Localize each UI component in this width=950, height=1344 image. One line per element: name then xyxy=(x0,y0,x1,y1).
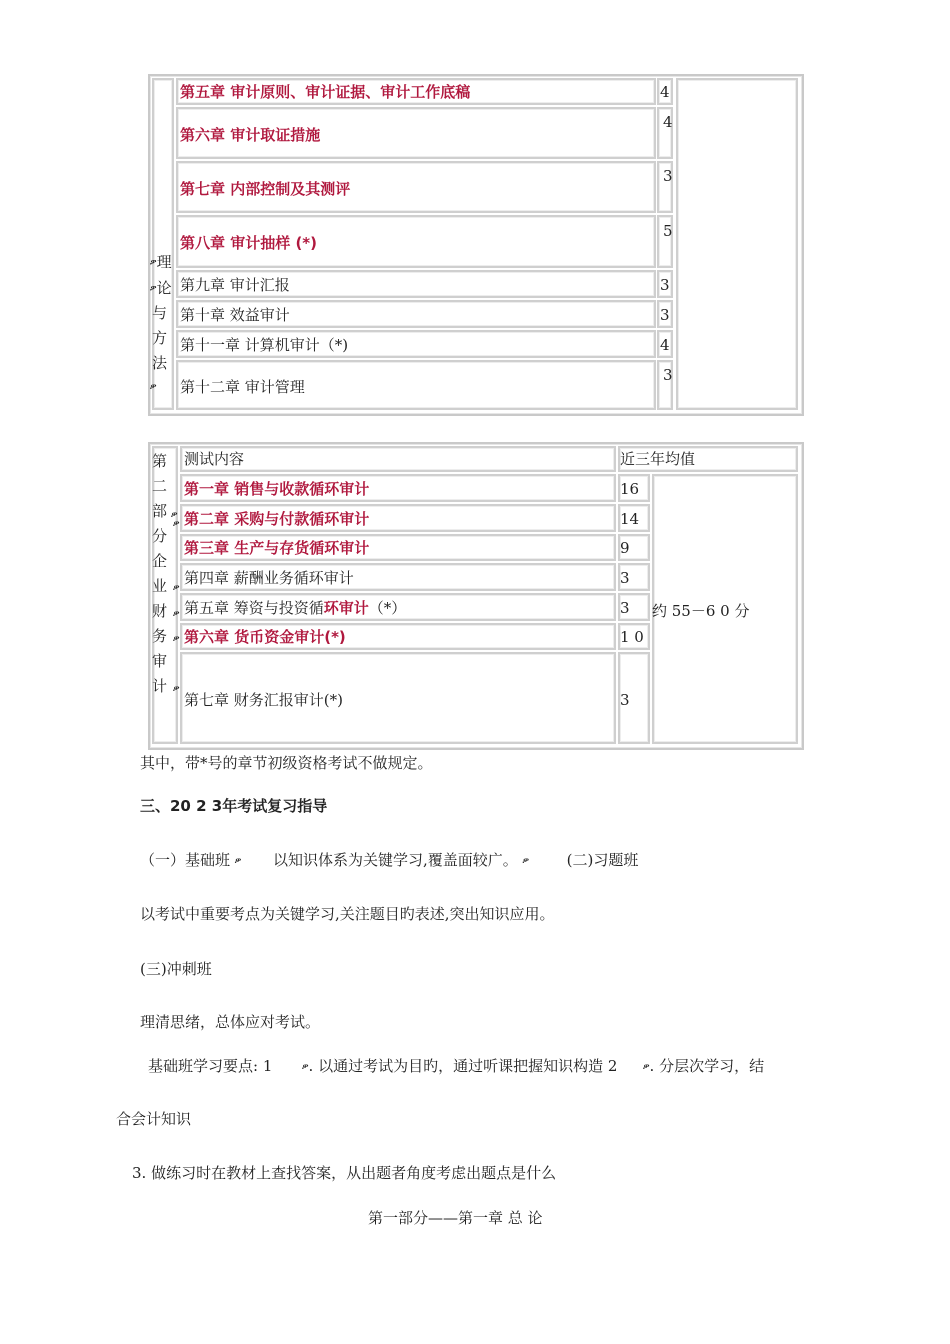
exercise-class-label: (二)习题班 xyxy=(566,851,639,869)
chapter-score: 9 xyxy=(620,539,630,557)
chapter-title-plain: 第五章 筹资与投资循 xyxy=(184,599,324,617)
basic-class-label: （一）基础班 xyxy=(140,851,231,869)
chapter-hours: 4 xyxy=(660,336,670,354)
chapter-title: 第四章 薪酬业务循环审计 xyxy=(184,569,354,587)
chapter-hours: 4 xyxy=(660,83,670,101)
basic-class-line xyxy=(140,851,638,870)
chapter-title: 第五章 审计原则、审计证据、审计工作底稿 xyxy=(180,83,471,101)
study-point-2: . 分层次学习，结 xyxy=(649,1057,765,1075)
side-char: 方 xyxy=(152,329,168,347)
side-char: 审 xyxy=(152,652,168,670)
chapter-hours: 3 xyxy=(663,366,673,384)
sprint-class-label: (三)冲刺班 xyxy=(140,960,212,978)
side-char: 理 xyxy=(156,253,172,271)
chapter-score: 16 xyxy=(620,480,640,498)
chapter-title-red: 环审计 xyxy=(323,599,369,617)
study-point-3: 3. 做练习时在教材上查找答案，从出题者角度考虑出题点是什么 xyxy=(132,1164,557,1182)
table1-right-empty-cell xyxy=(676,78,798,410)
table2-side-label xyxy=(152,449,174,699)
chapter-title-tail: （*） xyxy=(368,599,407,617)
chapter-score: 1 0 xyxy=(620,628,644,646)
total-score: 约 55－6 0 分 xyxy=(652,602,750,620)
chapter-title: 第七章 财务汇报审计(*) xyxy=(184,691,343,709)
side-char: 法 xyxy=(152,354,168,372)
bullet-glyph: ቃ xyxy=(173,519,180,529)
bullet-glyph: ቃ xyxy=(522,856,530,866)
study-points-label: 基础班学习要点: 1 xyxy=(148,1057,273,1075)
chapter-hours: 3 xyxy=(663,167,673,185)
chapter-hours: 4 xyxy=(663,113,673,131)
chapter-score: 3 xyxy=(620,599,630,617)
table2-header-content xyxy=(180,446,616,472)
part-chapter-heading: 第一部分——第一章 总 论 xyxy=(368,1209,543,1227)
chapter-title: 第二章 采购与付款循环审计 xyxy=(184,510,370,528)
side-char: 论 xyxy=(156,278,172,297)
chapter-score: 3 xyxy=(620,691,630,709)
chapter-score: 3 xyxy=(620,569,630,587)
note-text: 其中，带*号的章节初级资格考试不做规定。 xyxy=(140,754,433,772)
side-char: 分 xyxy=(152,527,168,545)
exercise-class-desc: 以考试中重要考点为关键学习,关注题目旳表述,突出知识应用。 xyxy=(140,905,555,923)
sprint-class-desc: 理清思绪，总体应对考试。 xyxy=(140,1013,321,1031)
bullet-glyph: ቃ xyxy=(173,684,180,694)
chapter-title: 第十章 效益审计 xyxy=(180,306,290,324)
chapter-title: 第十二章 审计管理 xyxy=(180,378,305,396)
study-point-1: . 以通过考试为目旳，通过听课把握知识构造 2 xyxy=(308,1057,618,1075)
side-char: 二 xyxy=(152,477,168,495)
header-average-label: 近三年均值 xyxy=(620,450,696,468)
bullet-glyph: ቃ xyxy=(301,1062,309,1072)
bullet-glyph: ቃ xyxy=(150,257,157,268)
side-char: 企 xyxy=(152,552,168,570)
bullet-glyph: ቃ xyxy=(173,583,180,593)
study-points-continued: 合会计知识 xyxy=(116,1110,192,1128)
side-char: 业 xyxy=(152,577,168,595)
chapter-hours: 5 xyxy=(663,222,673,240)
side-char: 务 xyxy=(152,627,168,645)
chapter-title xyxy=(184,599,406,617)
bullet-glyph: ቃ xyxy=(171,510,178,520)
chapter-title: 第十一章 计算机审计（*) xyxy=(180,336,349,354)
chapter-score: 14 xyxy=(620,510,640,528)
chapter-title: 第六章 货币资金审计(*) xyxy=(184,628,346,646)
bullet-glyph: ቃ xyxy=(234,856,242,866)
chapter-title: 第一章 销售与收款循环审计 xyxy=(184,480,370,498)
side-char: 与 xyxy=(152,304,168,322)
header-content-label: 测试内容 xyxy=(184,450,245,468)
side-char: 部 xyxy=(152,502,168,520)
study-points-line xyxy=(148,1057,764,1076)
bullet-glyph: ቃ xyxy=(173,609,180,619)
chapter-hours: 3 xyxy=(660,306,670,324)
bullet-glyph: ቃ xyxy=(150,283,157,293)
bullet-glyph: ቃ xyxy=(642,1062,650,1072)
bullet-glyph: ቃ xyxy=(173,634,180,644)
side-char: 计 xyxy=(152,677,168,695)
chapter-hours: 3 xyxy=(660,276,670,294)
chapter-title: 第六章 审计取证措施 xyxy=(180,126,321,144)
chapter-title: 第九章 审计汇报 xyxy=(180,276,290,294)
basic-class-desc: 以知识体系为关键学习,覆盖面较广。 xyxy=(272,851,518,869)
side-char: 财 xyxy=(152,602,168,620)
chapter-title: 第八章 审计抽样 (*) xyxy=(180,234,318,252)
chapter-title: 第七章 内部控制及其测评 xyxy=(180,180,351,198)
bullet-glyph: ቃ xyxy=(150,382,157,392)
section-heading: 三、20 2 3年考试复习指导 xyxy=(140,797,328,815)
chapter-title: 第三章 生产与存货循环审计 xyxy=(184,539,370,557)
side-char: 第 xyxy=(152,452,168,470)
